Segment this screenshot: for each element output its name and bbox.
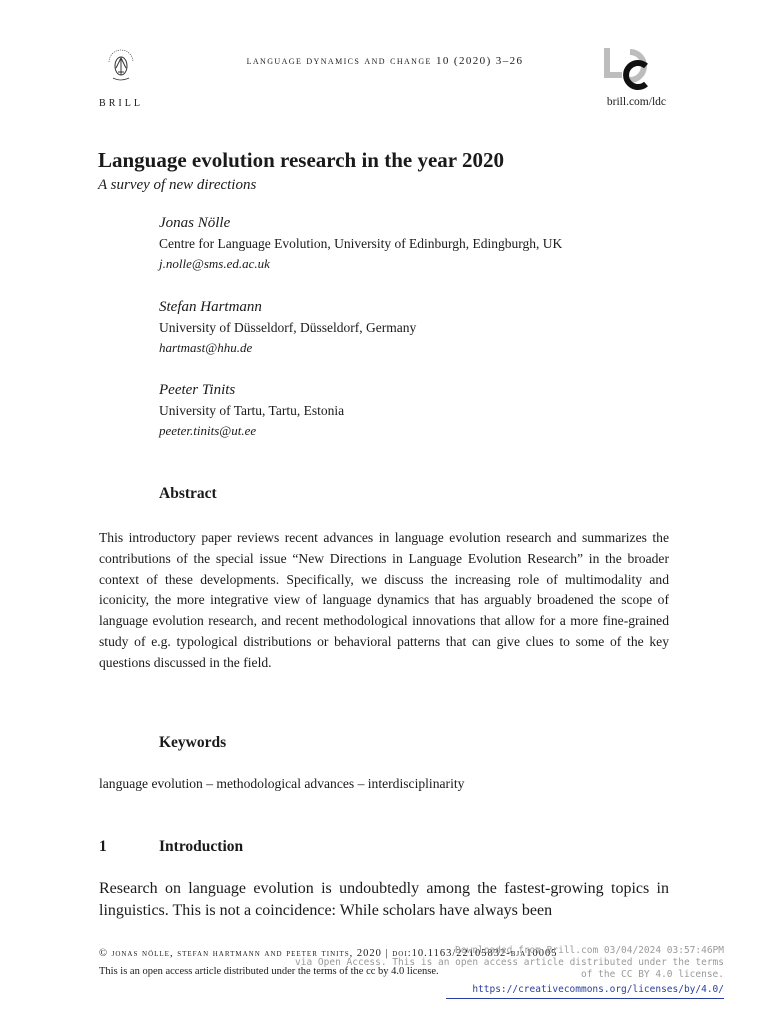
license-notice: This is an open access article distributed under the terms of the cc by 4.0 license. [99, 966, 439, 977]
section-number: 1 [99, 838, 107, 855]
brill-logo [96, 42, 146, 112]
journal-citation: language dynamics and change 10 (2020) 3–26 [246, 55, 524, 67]
license-link[interactable]: https://creativecommons.org/licenses/by/4.0/ [472, 984, 724, 995]
download-stamp-line: via Open Access. This is an open access article distributed under the terms [295, 957, 724, 968]
author-name: Stefan Hartmann [159, 299, 262, 315]
copyright-notice: © jonas nölle, stefan hartmann and peeter tinits, 2020 | doi:10.1163/22105832-bja10005 [99, 948, 558, 959]
keywords-text: language evolution – methodological advances – interdisciplinarity [99, 776, 465, 791]
section-heading: Introduction [159, 838, 244, 855]
author-affiliation: Centre for Language Evolution, University of Edinburgh, Edingburgh, UK [159, 236, 563, 251]
author-email[interactable]: j.nolle@sms.ed.ac.uk [159, 256, 270, 271]
brill-seal-icon [105, 44, 137, 86]
download-stamp-line: Downloaded from Brill.com 03/04/2024 03:57:46PM [455, 945, 724, 956]
download-stamp [295, 945, 724, 981]
author-email[interactable]: hartmast@hhu.de [159, 340, 253, 355]
article-subtitle: A survey of new directions [98, 177, 257, 193]
author-block [159, 215, 562, 272]
author-block [159, 299, 416, 356]
section-body-text: Research on language evolution is undoubtedly among the fastest-growing topics in linguistics. This is not a coincidence: While scholars have always been [99, 880, 669, 919]
ldc-logo-icon [600, 44, 664, 94]
author-block [159, 382, 344, 439]
link-underline [446, 998, 724, 999]
author-affiliation: University of Düsseldorf, Düsseldorf, Germany [159, 320, 417, 335]
keywords-heading: Keywords [159, 734, 227, 751]
author-name: Peeter Tinits [159, 382, 236, 398]
abstract-heading: Abstract [159, 485, 217, 502]
download-stamp-line: of the CC BY 4.0 license. [581, 969, 724, 980]
author-affiliation: University of Tartu, Tartu, Estonia [159, 403, 345, 418]
abstract-text: This introductory paper reviews recent advances in language evolution research and summarizes the contributions of the special issue “New Directions in Language Evolution Research” in the broader context of these developments. Specifically, we discuss the increasing role of multimodality and iconicity, the more integrative view of language dynamics that has arguably broadened the scope of language evolution research, and recent methodological innovations that allow for a more fine-grained study of e.g. typological distributions or behavioral patterns that can give clues to some of the key questions discussed in the field. [99, 530, 669, 670]
article-title: Language evolution research in the year 2020 [98, 148, 504, 172]
journal-url[interactable]: brill.com/ldc [606, 96, 666, 108]
author-email[interactable]: peeter.tinits@ut.ee [159, 423, 257, 438]
publisher-name: BRILL [99, 98, 143, 109]
author-name: Jonas Nölle [159, 215, 231, 231]
